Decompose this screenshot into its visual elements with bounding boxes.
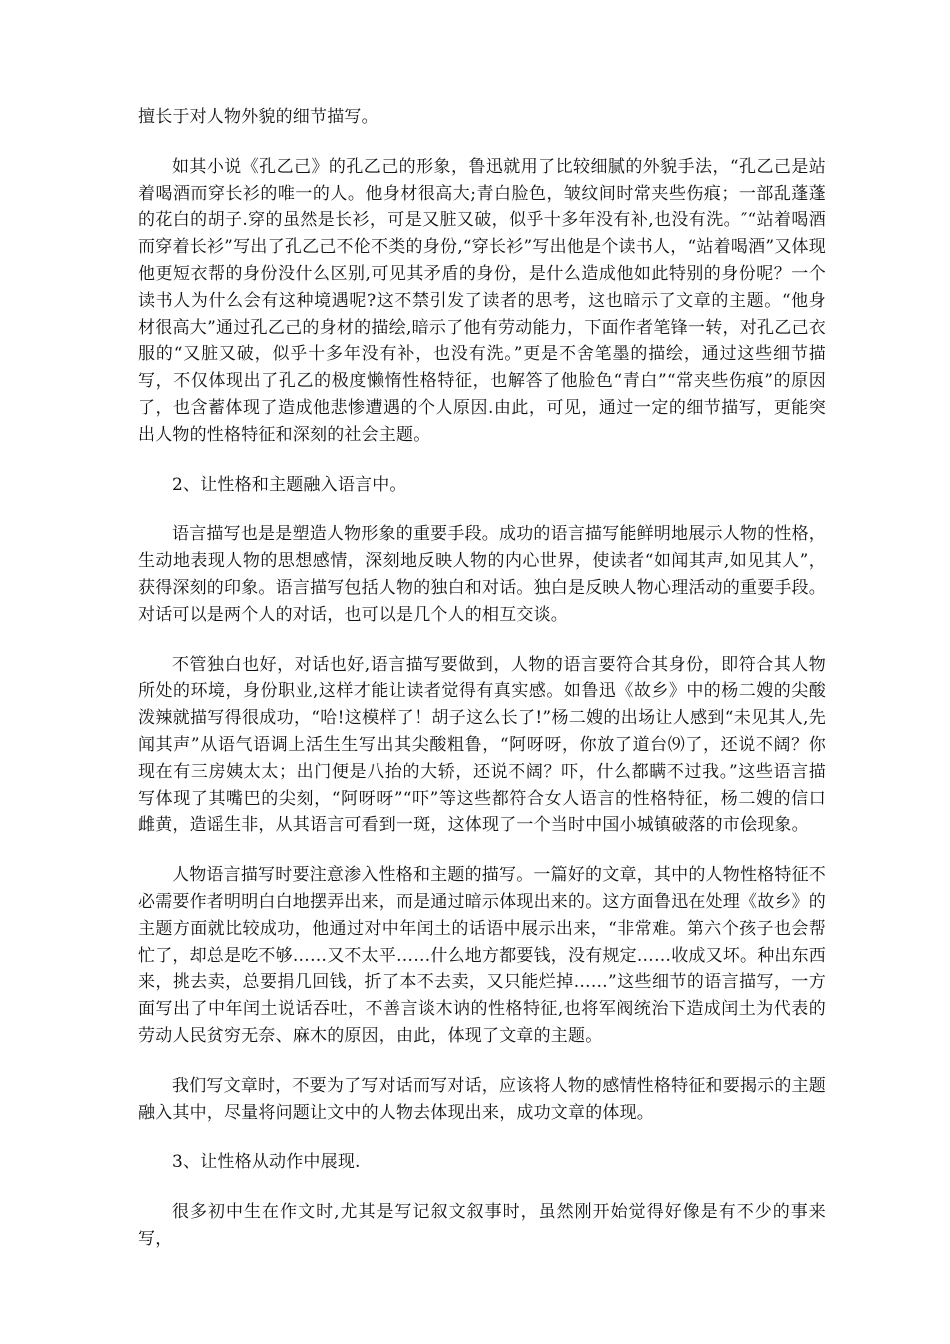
paragraph-runtu: 人物语言描写时要注意渗入性格和主题的描写。一篇好的文章，其中的人物性格特征不必需要作者明明白白地摆弄出来，而是通过暗示体现出来的。这方面鲁迅在处理《故乡》的主题方面就比较成功，他通过对中年闰土的话语中展示出来，“非常难。第六个孩子也会帮忙了，却总是吃不够……又不太平……什么地方都要钱，没有规定……收成又坏。种出东西来，挑去卖，总要捐几回钱，折了本不去卖，又只能烂掉……”这些细节的语言描写，一方面写出了中年闰土说话吞吐，不善言谈木讷的性格特征,也将军阀统治下造成闰土为代表的劳动人民贫穷无奈、麻木的原因，由此，体现了文章的主题。 bbox=[138, 865, 826, 1046]
paragraph-yang-ersao: 不管独白也好，对话也好,语言描写要做到，人物的语言要符合其身份，即符合其人物所处的环境，身份职业,这样才能让读者觉得有真实感。如鲁迅《故乡》中的杨二嫂的尖酸泼辣就描写得很成功，“哈!这模样了！胡子这么长了!”杨二嫂的出场让人感到“未见其人,先闻其声”从语气语调上活生生写出其尖酸粗鲁，“阿呀呀，你放了道台⑼了，还说不阔？你现在有三房姨太太；出门便是八抬的大轿，还说不阔？吓，什么都瞒不过我。”这些语言描写体现了其嘴巴的尖刻，“阿呀呀”“吓”等这些都符合女人语言的性格特征，杨二嫂的信口雌黄，造谣生非，从其语言可看到一斑，这体现了一个当时中国小城镇破落的市侩现象。 bbox=[138, 654, 826, 836]
paragraph-kongyiji-appearance: 如其小说《孔乙己》的孔乙己的形象，鲁迅就用了比较细腻的外貌手法，“孔乙己是站着喝酒而穿长衫的唯一的人。他身材很高大;青白脸色，皱纹间时常夹些伤痕；一部乱蓬蓬的花白的胡子.穿的虽然是长衫，可是又脏又破，似乎十多年没有补,也没有洗。″“站着喝酒而穿着长衫”写出了孔乙己不伦不类的身份,“穿长衫”写出他是个读书人，“站着喝酒”又体现他更短衣帮的身份没什么区别,可见其矛盾的身份，是什么造成他如此特别的身份呢？一个读书人为什么会有这种境遇呢?这不禁引发了读者的思考，这也暗示了文章的主题。“他身材很高大”通过孔乙己的身材的描绘,暗示了他有劳动能力，下面作者笔锋一转，对孔乙己衣服的“又脏又破，似乎十多年没有补，也没有洗。”更是不舍笔墨的描绘，通过这些细节描写，不仅体现出了孔乙的极度懒惰性格特征，也解答了他脸色“青白”“常夹些伤痕”的原因了，也含蓄体现了造成他悲惨遭遇的个人原因.由此，可见，通过一定的细节描写，更能突出人物的性格特征和深刻的社会主题。 bbox=[138, 156, 826, 445]
paragraph-students-writing: 很多初中生在作文时,尤其是写记叙文叙事时，虽然刚开始觉得好像是有不少的事来写， bbox=[138, 1202, 826, 1249]
paragraph-language-description: 语言描写也是是塑造人物形象的重要手段。成功的语言描写能鲜明地展示人物的性格，生动地表现人物的思想感情，深刻地反映人物的内心世界，使读者“如闻其声,如见其人”，获得深刻的印象。语言描写包括人物的独白和对话。独白是反映人物心理活动的重要手段。对话可以是两个人的对话，也可以是几个人的相互交谈。 bbox=[138, 524, 826, 625]
section-heading-action: 3、让性格从动作中展现. bbox=[172, 1152, 361, 1173]
section-heading-language: 2、让性格和主题融入语言中。 bbox=[172, 474, 407, 495]
paragraph-dialogue-advice: 我们写文章时，不要为了写对话而写对话，应该将人物的感情性格特征和要揭示的主题融入其中，尽量将问题让文中的人物去体现出来，成功文章的体现。 bbox=[138, 1075, 826, 1123]
paragraph-continuation: 擅长于对人物外貌的细节描写。 bbox=[138, 107, 379, 127]
document-body bbox=[138, 104, 826, 1276]
